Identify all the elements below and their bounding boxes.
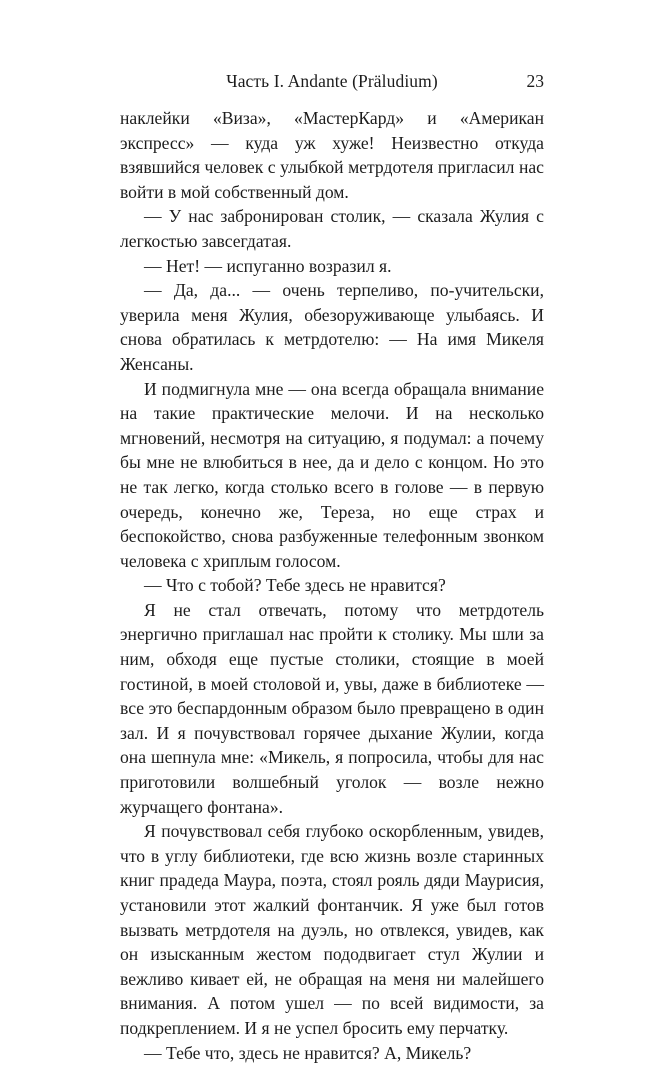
paragraph-5: И подмигнула мне — она всегда обращала внимание на такие практические мелочи. И на несколько мгновений, несмотря на ситуацию, я подумал: а почему бы мне не влюбиться в нее, да и дело с концом. Но это не так легко, когда столько всего в голове — в первую очередь, конечно же, Тереза, но еще страх и беспокойство, снова разбуженные телефонным звонком человека с хриплым голосом. bbox=[120, 378, 544, 571]
page-number: 23 bbox=[526, 71, 544, 91]
paragraph-9: — Тебе что, здесь не нравится? А, Микель? bbox=[144, 1042, 472, 1063]
body-text bbox=[120, 106, 544, 1065]
paragraph-1: наклейки «Виза», «МастерКард» и «Американ экспресс» — куда уж хуже! Неизвестно откуда взявшийся человек с улыбкой метрдотеля пригласил нас войти в мой собственный дом. bbox=[120, 108, 544, 202]
paragraph-2: — У нас забронирован столик, — сказала Жулия с легкостью завсегдатая. bbox=[120, 206, 544, 251]
paragraph-3: — Нет! — испуганно возразил я. bbox=[144, 255, 392, 276]
running-head bbox=[120, 68, 544, 94]
paragraph-8: Я почувствовал себя глубоко оскорбленным, увидев, что в углу библиотеки, где всю жизнь возле старинных книг прадеда Маура, поэта, стоял рояль дяди Маурисия, установили этот жалкий фонтанчик. Я уже был готов вызвать метрдотеля на дуэль, но отвлекся, увидев, как он изысканным жестом пододвигает стул Жулии и вежливо кивает ей, не обращая на меня ни малейшего внимания. А потом ушел — по всей видимости, за подкреплением. И я не успел бросить ему перчатку. bbox=[120, 821, 544, 1038]
paragraph-6: — Что с тобой? Тебе здесь не нравится? bbox=[144, 575, 446, 596]
paragraph-4: — Да, да... — очень терпеливо, по-учительски, уверила меня Жулия, обезоруживающе улыбаясь. И снова обратилась к метрдотелю: — На имя Микеля Женсаны. bbox=[120, 280, 544, 374]
running-title: Часть I. Andante (Präludium) bbox=[226, 71, 438, 91]
paragraph-7: Я не стал отвечать, потому что метрдотель энергично приглашал нас пройти к столику. Мы шли за ним, обходя еще пустые столики, стоящие в моей гостиной, в моей столовой и, увы, даже в библиотеке — все это беспардонным образом было превращено в один зал. И я почувствовал горячее дыхание Жулии, когда она шепнула мне: «Микель, я попросила, чтобы для нас приготовили волшебный уголок — возле нежно журчащего фонтана». bbox=[120, 599, 544, 817]
